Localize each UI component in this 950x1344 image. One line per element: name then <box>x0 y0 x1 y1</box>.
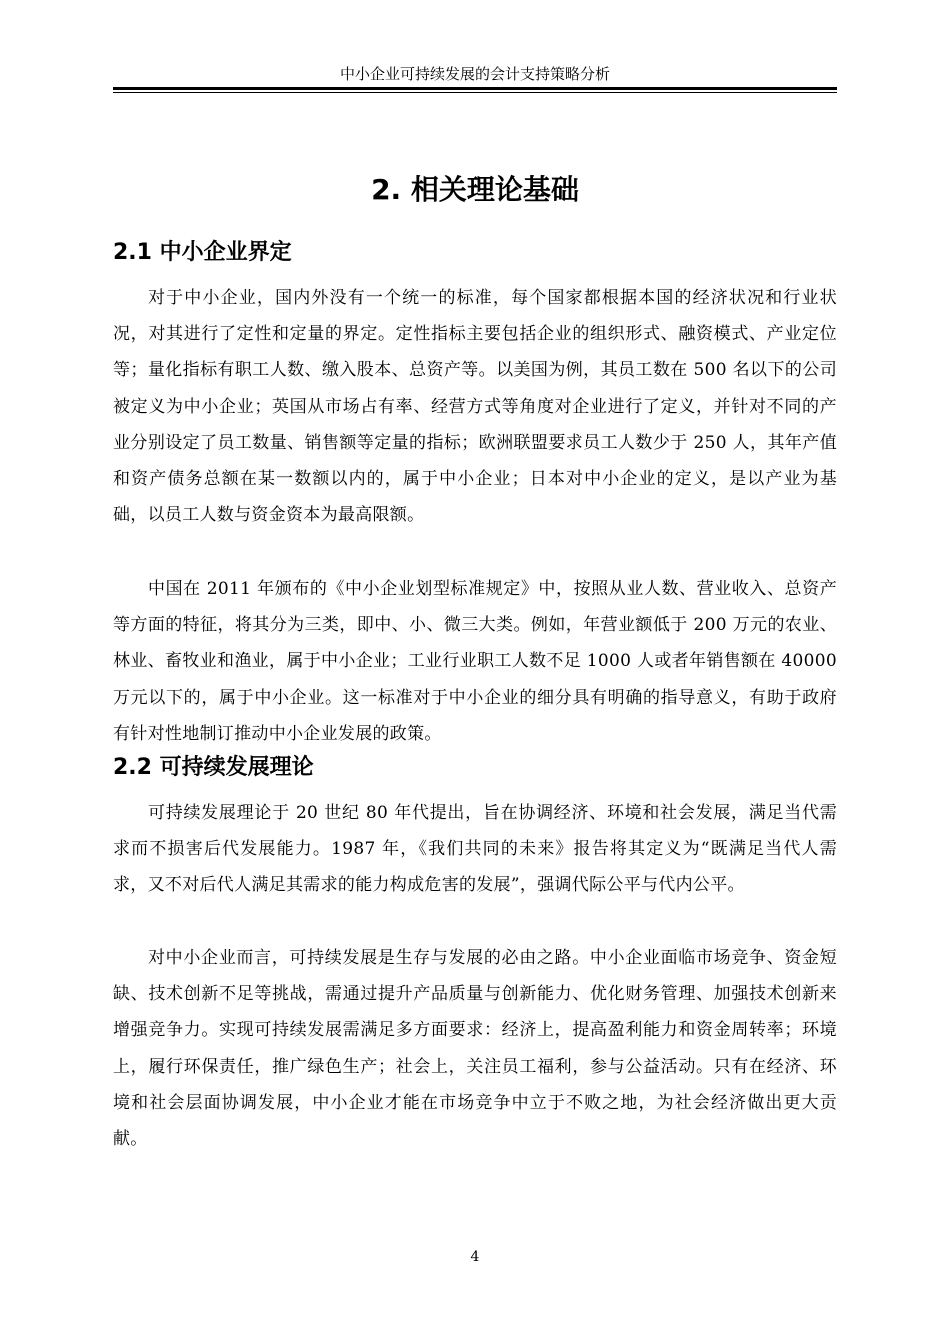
running-header: 中小企业可持续发展的会计支持策略分析 <box>339 65 610 83</box>
header-rule-thick <box>113 87 837 90</box>
paragraph-2-2-2: 对中小企业而言，可持续发展是生存与发展的必由之路。中小企业面临市场竞争、资金短缺、技术创新不足等挑战，需通过提升产品质量与创新能力、优化财务管理、加强技术创新来增强竞争力。实现可持续发展需满足多方面要求：经济上，提高盈利能力和资金周转率；环境上，履行环保责任，推广绿色生产；社会上，关注员工福利，参与公益活动。只有在经济、环境和社会层面协调发展，中小企业才能在市场竞争中立于不败之地，为社会经济做出更大贡献。 <box>113 948 837 1150</box>
paragraph-2-2-1: 可持续发展理论于 20 世纪 80 年代提出，旨在协调经济、环境和社会发展，满足当代需求而不损害后代发展能力。1987 年，《我们共同的未来》报告将其定义为“既满足当代人需求，又不对后代人满足其需求的能力构成危害的发展”，强调代际公平与代内公平。 <box>113 803 837 896</box>
page-number: 4 <box>470 1249 480 1265</box>
section-heading-2-2: 2.2 可持续发展理论 <box>113 755 314 780</box>
chapter-title: 2. 相关理论基础 <box>371 173 579 206</box>
header-rule-thin <box>113 92 837 93</box>
section-heading-2-1: 2.1 中小企业界定 <box>113 240 292 265</box>
paragraph-2-1-1: 对于中小企业，国内外没有一个统一的标准，每个国家都根据本国的经济状况和行业状况，对其进行了定性和定量的界定。定性指标主要包括企业的组织形式、融资模式、产业定位等；量化指标有职工人数、缴入股本、总资产等。以美国为例，其员工数在 500 名以下的公司被定义为中小企业；英国从市场占有率、经营方式等角度对企业进行了定义，并针对不同的产业分别设定了员工数量、销售额等定量的指标；欧洲联盟要求员工人数少于 250 人，其年产值和资产债务总额在某一数额以内的，属于中小企业；日本对中小企业的定义，是以产业为基础，以员工人数与资金资本为最高限额。 <box>113 288 837 526</box>
paragraph-2-1-2: 中国在 2011 年颁布的《中小企业划型标准规定》中，按照从业人数、营业收入、总资产等方面的特征，将其分为三类，即中、小、微三大类。例如，年营业额低于 200 万元的农业、林业、畜牧业和渔业，属于中小企业；工业行业职工人数不足 1000 人或者年销售额在 40000 万元以下的，属于中小企业。这一标准对于中小企业的细分具有明确的指导意义，有助于政府有针对性地制订推动中小企业发展的政策。 <box>113 579 837 744</box>
